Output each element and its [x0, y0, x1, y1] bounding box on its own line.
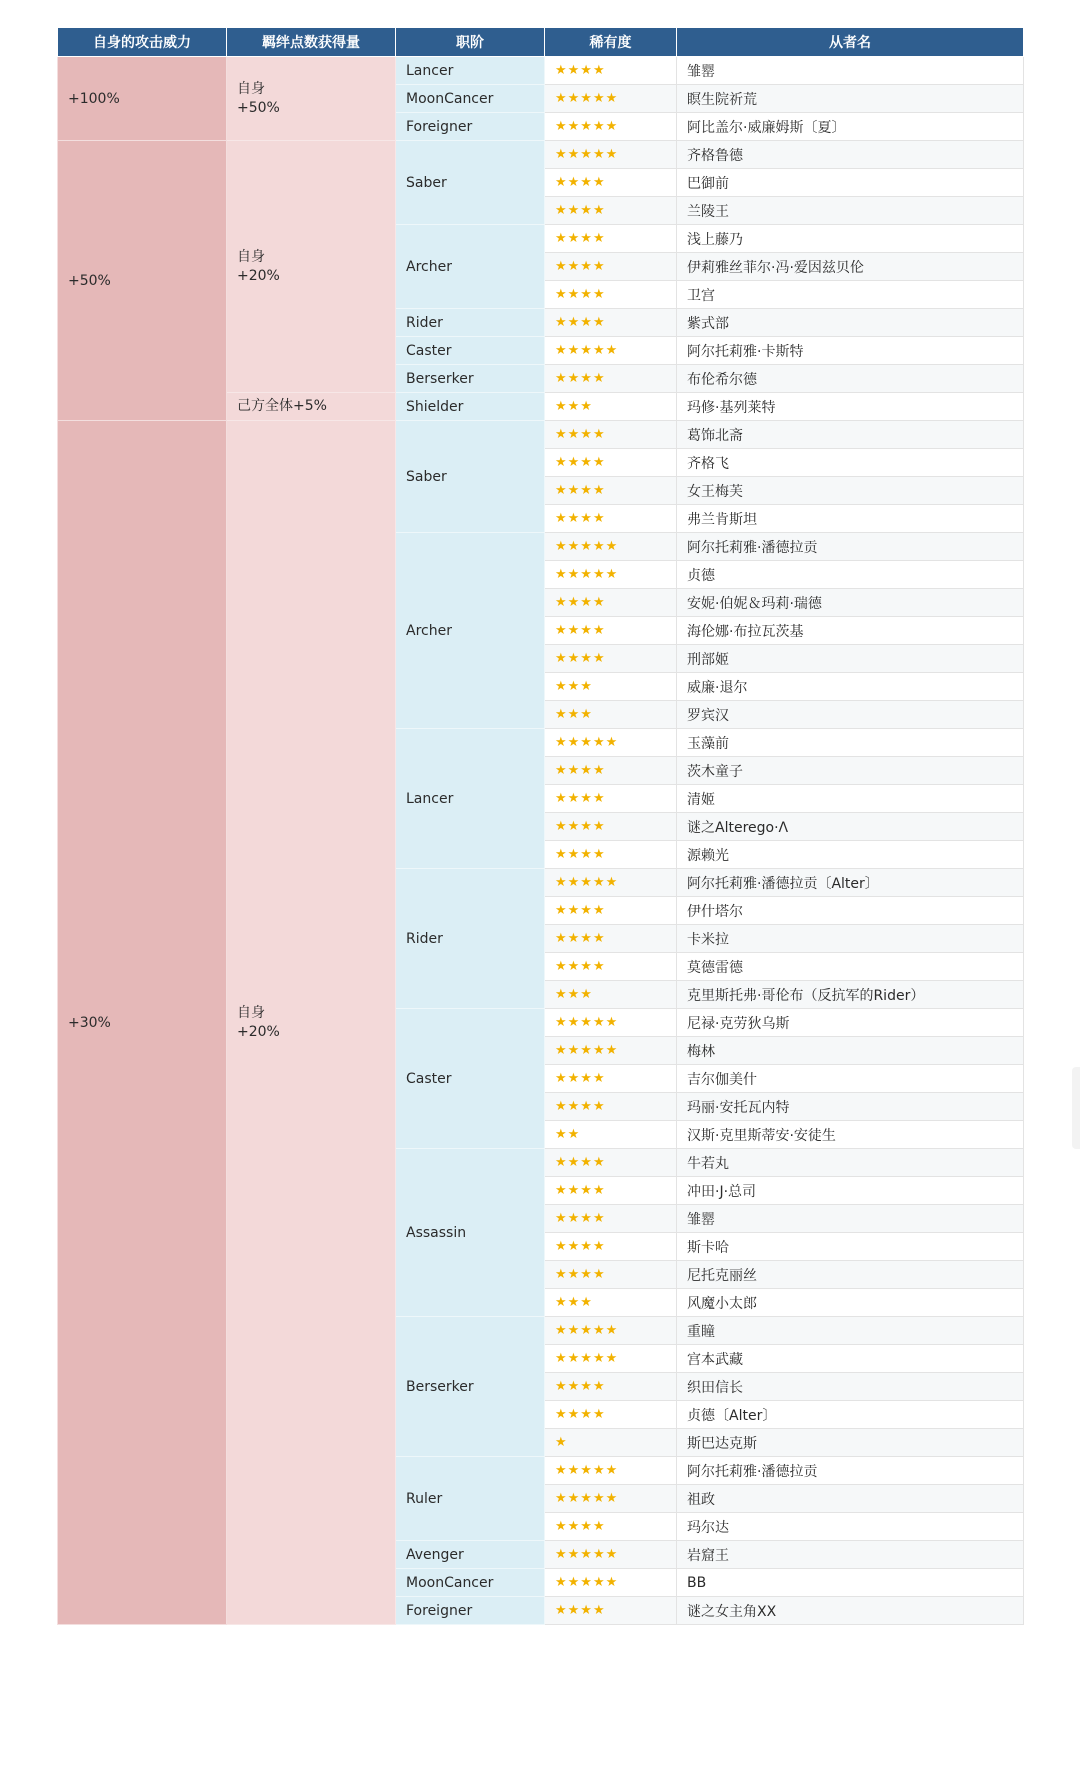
class-cell: Avenger: [396, 1541, 545, 1569]
servant-name-cell: 茨木童子: [677, 757, 1024, 785]
servant-name-cell: 女王梅芙: [677, 477, 1024, 505]
servant-name-cell: 谜之Alterego·Λ: [677, 813, 1024, 841]
servant-name-cell: 克里斯托弗·哥伦布（反抗军的Rider）: [677, 981, 1024, 1009]
rarity-stars: ★★★★: [545, 197, 677, 225]
rarity-stars: ★★★★: [545, 617, 677, 645]
rarity-stars: ★★★★★: [545, 1009, 677, 1037]
servant-name-cell: 阿尔托莉雅·潘德拉贡: [677, 1457, 1024, 1485]
rarity-stars: ★★★★★: [545, 1317, 677, 1345]
servant-name-cell: 重瞳: [677, 1317, 1024, 1345]
servant-name-cell: 阿尔托莉雅·潘德拉贡〔Alter〕: [677, 869, 1024, 897]
rarity-stars: ★★★★★: [545, 869, 677, 897]
class-cell: Assassin: [396, 1149, 545, 1317]
rarity-stars: ★★★★: [545, 281, 677, 309]
rarity-stars: ★★★★★: [545, 729, 677, 757]
servant-bonus-table: [57, 27, 1024, 1625]
servant-name-cell: 斯巴达克斯: [677, 1429, 1024, 1457]
servant-name-cell: 伊莉雅丝菲尔·冯·爱因兹贝伦: [677, 253, 1024, 281]
rarity-stars: ★★★★: [545, 449, 677, 477]
servant-name-cell: 玉藻前: [677, 729, 1024, 757]
servant-name-cell: 伊什塔尔: [677, 897, 1024, 925]
class-cell: Rider: [396, 869, 545, 1009]
rarity-stars: ★★★★★: [545, 1569, 677, 1597]
servant-name-cell: 玛尔达: [677, 1513, 1024, 1541]
rarity-stars: ★★★: [545, 701, 677, 729]
rarity-stars: ★★★★: [545, 1401, 677, 1429]
servant-name-cell: 阿尔托莉雅·卡斯特: [677, 337, 1024, 365]
rarity-stars: ★★★★: [545, 1149, 677, 1177]
rarity-stars: ★★★★★: [545, 113, 677, 141]
rarity-stars: ★★★★: [545, 505, 677, 533]
rarity-stars: ★★★★: [545, 365, 677, 393]
rarity-stars: ★★★★★: [545, 1541, 677, 1569]
header-rarity: 稀有度: [545, 28, 677, 57]
header-class: 职阶: [396, 28, 545, 57]
servant-name-cell: 源赖光: [677, 841, 1024, 869]
rarity-stars: ★★★★★: [545, 85, 677, 113]
rarity-stars: ★★★★: [545, 1093, 677, 1121]
servant-name-cell: 贞德: [677, 561, 1024, 589]
class-cell: Berserker: [396, 365, 545, 393]
header-attack-power: 自身的攻击威力: [58, 28, 227, 57]
servant-name-cell: 牛若丸: [677, 1149, 1024, 1177]
rarity-stars: ★★★★: [545, 1177, 677, 1205]
class-cell: MoonCancer: [396, 85, 545, 113]
side-scroll-tab[interactable]: [1072, 1067, 1080, 1149]
servant-name-cell: 巴御前: [677, 169, 1024, 197]
servant-name-cell: 风魔小太郎: [677, 1289, 1024, 1317]
table-row: [58, 141, 1024, 169]
rarity-stars: ★★★★: [545, 1513, 677, 1541]
rarity-stars: ★★★: [545, 981, 677, 1009]
rarity-stars: ★★★★: [545, 1373, 677, 1401]
class-cell: Rider: [396, 309, 545, 337]
rarity-stars: ★★★★★: [545, 533, 677, 561]
rarity-stars: ★★★★★: [545, 1485, 677, 1513]
rarity-stars: ★★★★★: [545, 561, 677, 589]
header-servant-name: 从者名: [677, 28, 1024, 57]
class-cell: MoonCancer: [396, 1569, 545, 1597]
table-row: [58, 57, 1024, 85]
rarity-stars: ★★★★: [545, 1205, 677, 1233]
rarity-stars: ★★★★★: [545, 1457, 677, 1485]
rarity-stars: ★★★★: [545, 589, 677, 617]
rarity-stars: ★★★★: [545, 841, 677, 869]
servant-name-cell: 汉斯·克里斯蒂安·安徒生: [677, 1121, 1024, 1149]
rarity-stars: ★★★★: [545, 645, 677, 673]
bond-points-cell: 自身 +20%: [227, 421, 396, 1625]
servant-name-cell: 卫宫: [677, 281, 1024, 309]
servant-name-cell: 兰陵王: [677, 197, 1024, 225]
attack-power-cell: +30%: [58, 421, 227, 1625]
servant-name-cell: 吉尔伽美什: [677, 1065, 1024, 1093]
class-cell: Ruler: [396, 1457, 545, 1541]
rarity-stars: ★★★: [545, 393, 677, 421]
rarity-stars: ★★★★: [545, 1261, 677, 1289]
class-cell: Saber: [396, 141, 545, 225]
rarity-stars: ★★★★: [545, 1597, 677, 1625]
servant-name-cell: 冲田·J·总司: [677, 1177, 1024, 1205]
rarity-stars: ★★★: [545, 673, 677, 701]
servant-name-cell: 罗宾汉: [677, 701, 1024, 729]
rarity-stars: ★★★: [545, 1289, 677, 1317]
servant-name-cell: 谜之女主角XX: [677, 1597, 1024, 1625]
rarity-stars: ★★★★: [545, 253, 677, 281]
servant-name-cell: 威廉·退尔: [677, 673, 1024, 701]
servant-name-cell: 雏罂: [677, 57, 1024, 85]
servant-name-cell: 卡米拉: [677, 925, 1024, 953]
servant-name-cell: 齐格鲁德: [677, 141, 1024, 169]
servant-name-cell: 刑部姬: [677, 645, 1024, 673]
rarity-stars: ★★★★: [545, 785, 677, 813]
servant-name-cell: 安妮·伯妮＆玛莉·瑞德: [677, 589, 1024, 617]
servant-name-cell: 尼禄·克劳狄乌斯: [677, 1009, 1024, 1037]
class-cell: Berserker: [396, 1317, 545, 1457]
header-bond-points: 羁绊点数获得量: [227, 28, 396, 57]
servant-name-cell: 雏罂: [677, 1205, 1024, 1233]
class-cell: Caster: [396, 1009, 545, 1149]
servant-name-cell: 清姬: [677, 785, 1024, 813]
rarity-stars: ★★: [545, 1121, 677, 1149]
rarity-stars: ★: [545, 1429, 677, 1457]
servant-name-cell: 宫本武藏: [677, 1345, 1024, 1373]
rarity-stars: ★★★★: [545, 57, 677, 85]
servant-name-cell: 弗兰肯斯坦: [677, 505, 1024, 533]
servant-name-cell: 海伦娜·布拉瓦茨基: [677, 617, 1024, 645]
rarity-stars: ★★★★: [545, 169, 677, 197]
servant-name-cell: BB: [677, 1569, 1024, 1597]
rarity-stars: ★★★★: [545, 757, 677, 785]
rarity-stars: ★★★★★: [545, 337, 677, 365]
table-header-row: [58, 28, 1024, 57]
rarity-stars: ★★★★: [545, 1233, 677, 1261]
servant-name-cell: 莫德雷德: [677, 953, 1024, 981]
class-cell: Lancer: [396, 57, 545, 85]
servant-name-cell: 玛丽·安托瓦内特: [677, 1093, 1024, 1121]
servant-name-cell: 贞德〔Alter〕: [677, 1401, 1024, 1429]
servant-name-cell: 织田信长: [677, 1373, 1024, 1401]
rarity-stars: ★★★★: [545, 309, 677, 337]
attack-power-cell: +100%: [58, 57, 227, 141]
class-cell: Archer: [396, 533, 545, 729]
class-cell: Archer: [396, 225, 545, 309]
servant-name-cell: 浅上藤乃: [677, 225, 1024, 253]
rarity-stars: ★★★★: [545, 225, 677, 253]
rarity-stars: ★★★★: [545, 421, 677, 449]
rarity-stars: ★★★★: [545, 477, 677, 505]
rarity-stars: ★★★★: [545, 1065, 677, 1093]
servant-name-cell: 葛饰北斋: [677, 421, 1024, 449]
servant-name-cell: 紫式部: [677, 309, 1024, 337]
class-cell: Foreigner: [396, 1597, 545, 1625]
rarity-stars: ★★★★★: [545, 141, 677, 169]
servant-name-cell: 布伦希尔德: [677, 365, 1024, 393]
servant-name-cell: 岩窟王: [677, 1541, 1024, 1569]
servant-name-cell: 瞑生院祈荒: [677, 85, 1024, 113]
class-cell: Foreigner: [396, 113, 545, 141]
servant-bonus-table-container: [57, 27, 1023, 1625]
servant-name-cell: 玛修·基列莱特: [677, 393, 1024, 421]
class-cell: Lancer: [396, 729, 545, 869]
servant-name-cell: 斯卡哈: [677, 1233, 1024, 1261]
bond-points-cell: 自身 +50%: [227, 57, 396, 141]
table-body: [58, 57, 1024, 1625]
class-cell: Saber: [396, 421, 545, 533]
class-cell: Shielder: [396, 393, 545, 421]
rarity-stars: ★★★★: [545, 925, 677, 953]
servant-name-cell: 齐格飞: [677, 449, 1024, 477]
rarity-stars: ★★★★★: [545, 1037, 677, 1065]
rarity-stars: ★★★★: [545, 813, 677, 841]
attack-power-cell: +50%: [58, 141, 227, 421]
servant-name-cell: 祖政: [677, 1485, 1024, 1513]
rarity-stars: ★★★★: [545, 897, 677, 925]
servant-name-cell: 尼托克丽丝: [677, 1261, 1024, 1289]
servant-name-cell: 梅林: [677, 1037, 1024, 1065]
rarity-stars: ★★★★★: [545, 1345, 677, 1373]
servant-name-cell: 阿比盖尔·威廉姆斯〔夏〕: [677, 113, 1024, 141]
class-cell: Caster: [396, 337, 545, 365]
servant-name-cell: 阿尔托莉雅·潘德拉贡: [677, 533, 1024, 561]
bond-points-cell: 己方全体+5%: [227, 393, 396, 421]
rarity-stars: ★★★★: [545, 953, 677, 981]
table-row: [58, 421, 1024, 449]
bond-points-cell: 自身 +20%: [227, 141, 396, 393]
